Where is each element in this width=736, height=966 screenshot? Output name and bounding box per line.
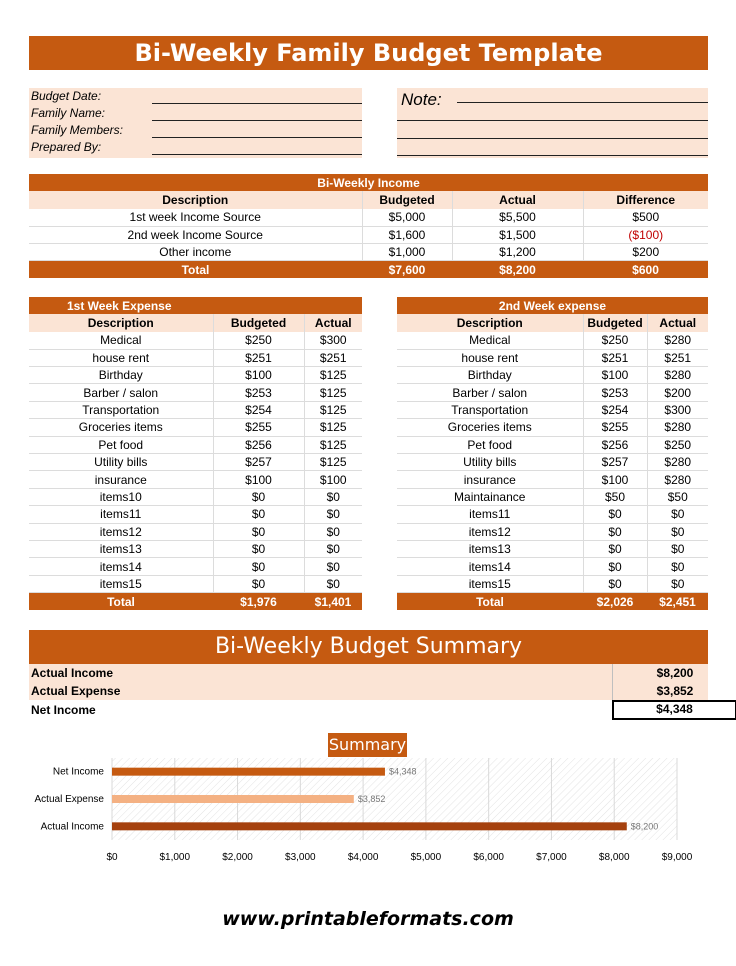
table-row [29,332,362,349]
expense-actual: $280 [647,454,708,471]
expense-actual: $300 [304,332,362,349]
expense-desc: Medical [397,332,583,349]
expense-desc: insurance [397,471,583,488]
footer-url[interactable]: www.printableformats.com [222,908,514,930]
table-row [29,436,362,453]
expense-desc: house rent [29,349,213,366]
expense-actual: $125 [304,454,362,471]
expense-desc: Groceries items [397,419,583,436]
expense-budgeted: $0 [583,540,647,557]
total-label: Total [29,261,362,278]
total-row [29,261,708,278]
table-row [29,454,362,471]
income-difference: $500 [583,209,708,226]
table-row [397,454,708,471]
column-header: Difference [583,191,708,208]
expense-budgeted: $100 [213,471,304,488]
column-header: Description [29,314,213,331]
expense-desc: items15 [397,575,583,592]
table-row [397,419,708,436]
actual-expense-value: $3,852 [612,682,736,700]
expense-desc: Maintainance [397,488,583,505]
total-budgeted: $7,600 [362,261,452,278]
table-row [397,540,708,557]
table-row [29,419,362,436]
table-row [29,506,362,523]
table-row [29,367,362,384]
expense-desc: items15 [29,575,213,592]
expense-actual: $0 [647,523,708,540]
expense-actual: $250 [647,436,708,453]
expense-actual: $251 [304,349,362,366]
expense-desc: items10 [29,488,213,505]
x-tick-label: $5,000 [410,852,442,863]
total-budgeted: $1,976 [213,593,304,610]
expense-desc: Pet food [397,436,583,453]
table-row [397,506,708,523]
expense-budgeted: $0 [583,575,647,592]
expense-budgeted: $254 [583,401,647,418]
expense-desc: Groceries items [29,419,213,436]
expense-desc: Utility bills [397,454,583,471]
week1-expense-table [29,297,362,610]
x-tick-label: $1,000 [159,852,191,863]
week2-expense-table [397,297,708,610]
x-tick-label: $2,000 [222,852,253,863]
expense-budgeted: $251 [583,349,647,366]
prepared-by-field[interactable] [152,154,362,155]
expense-budgeted: $0 [583,558,647,575]
expense-desc: Birthday [397,367,583,384]
week2-band: 2nd Week expense [397,297,708,314]
expense-desc: Birthday [29,367,213,384]
bar [112,822,627,830]
expense-desc: Transportation [397,401,583,418]
expense-desc: items11 [29,506,213,523]
bar [112,795,354,803]
budget-date-field[interactable] [152,103,362,104]
expense-desc: items12 [397,523,583,540]
income-actual: $5,500 [452,209,583,226]
table-row [397,332,708,349]
note-section[interactable] [397,88,708,158]
income-actual: $1,500 [452,226,583,243]
actual-income-row [29,664,708,682]
income-difference: ($100) [583,226,708,243]
expense-actual: $0 [304,506,362,523]
table-row [29,401,362,418]
expense-budgeted: $255 [583,419,647,436]
expense-actual: $0 [647,558,708,575]
expense-budgeted: $0 [213,523,304,540]
column-header: Budgeted [362,191,452,208]
expense-desc: items13 [29,540,213,557]
prepared-by-label: Prepared By: [31,140,102,154]
net-income-label: Net Income [31,703,96,717]
note-line [457,102,708,103]
income-actual: $1,200 [452,244,583,261]
expense-budgeted: $50 [583,488,647,505]
expense-actual: $280 [647,332,708,349]
x-tick-label: $7,000 [536,852,567,863]
expense-actual: $251 [647,349,708,366]
x-tick-label: $9,000 [661,852,693,863]
expense-desc: Barber / salon [397,384,583,401]
table-row [29,226,708,243]
table-row [397,558,708,575]
table-row [29,540,362,557]
week1-band: 1st Week Expense [29,297,362,314]
table-row [29,384,362,401]
expense-desc: Medical [29,332,213,349]
expense-desc: Barber / salon [29,384,213,401]
expense-actual: $0 [647,540,708,557]
expense-budgeted: $254 [213,401,304,418]
total-row [29,593,362,610]
expense-desc: items14 [397,558,583,575]
expense-desc: items13 [397,540,583,557]
expense-desc: house rent [397,349,583,366]
table-row [29,471,362,488]
expense-budgeted: $0 [213,575,304,592]
bar [112,768,385,776]
total-budgeted: $2,026 [583,593,647,610]
expense-budgeted: $0 [213,540,304,557]
income-difference: $200 [583,244,708,261]
table-row [397,523,708,540]
x-tick-label: $8,000 [598,852,630,863]
table-row [397,401,708,418]
expense-budgeted: $0 [213,506,304,523]
income-budgeted: $1,000 [362,244,452,261]
column-header: Actual [304,314,362,331]
total-label: Total [397,593,583,610]
expense-desc: Pet food [29,436,213,453]
total-difference: $600 [583,261,708,278]
actual-expense-row [29,682,708,700]
expense-actual: $0 [304,488,362,505]
expense-budgeted: $253 [583,384,647,401]
summary-title: Bi-Weekly Budget Summary [29,630,708,664]
y-category-label: Actual Expense [34,794,104,805]
expense-budgeted: $256 [583,436,647,453]
expense-actual: $280 [647,419,708,436]
total-actual: $8,200 [452,261,583,278]
y-category-label: Actual Income [40,821,104,833]
table-row [397,471,708,488]
income-desc: Other income [29,244,362,261]
table-row [29,244,708,261]
net-income-value: $4,348 [612,700,736,720]
income-desc: 2nd week Income Source [29,226,362,243]
expense-actual: $280 [647,367,708,384]
expense-budgeted: $0 [213,558,304,575]
actual-income-label: Actual Income [31,666,114,680]
expense-budgeted: $100 [213,367,304,384]
x-tick-label: $3,000 [285,852,316,863]
expense-actual: $125 [304,436,362,453]
total-actual: $1,401 [304,593,362,610]
table-row [397,436,708,453]
column-header: Budgeted [583,314,647,331]
x-tick-label: $4,000 [347,852,379,863]
note-label: Note: [401,90,442,109]
expense-actual: $300 [647,401,708,418]
table-row [397,367,708,384]
income-table [29,174,708,278]
expense-actual: $0 [304,523,362,540]
expense-budgeted: $253 [213,384,304,401]
table-row [29,575,362,592]
expense-actual: $0 [647,575,708,592]
expense-actual: $280 [647,471,708,488]
expense-actual: $0 [304,540,362,557]
table-row [397,384,708,401]
expense-desc: items12 [29,523,213,540]
note-line [397,155,708,156]
data-label: $8,200 [630,821,659,832]
note-line [397,120,708,121]
table-row [29,349,362,366]
expense-actual: $200 [647,384,708,401]
note-line [397,138,708,139]
expense-actual: $125 [304,384,362,401]
expense-desc: Utility bills [29,454,213,471]
expense-actual: $125 [304,401,362,418]
expense-budgeted: $257 [583,454,647,471]
expense-actual: $125 [304,419,362,436]
net-income-row [29,700,708,720]
column-header: Description [29,191,362,208]
expense-budgeted: $250 [583,332,647,349]
expense-actual: $100 [304,471,362,488]
table-row [29,209,708,226]
column-header: Budgeted [213,314,304,331]
table-row [29,523,362,540]
total-actual: $2,451 [647,593,708,610]
income-budgeted: $1,600 [362,226,452,243]
expense-budgeted: $0 [213,488,304,505]
y-category-label: Net Income [52,766,104,778]
table-row [29,488,362,505]
expense-desc: insurance [29,471,213,488]
expense-budgeted: $0 [583,506,647,523]
expense-budgeted: $251 [213,349,304,366]
summary-chart [29,724,708,879]
expense-budgeted: $0 [583,523,647,540]
actual-expense-label: Actual Expense [31,684,121,698]
budget-info-section [29,88,362,158]
x-tick-label: $0 [106,852,118,863]
expense-actual: $0 [304,558,362,575]
family-members-field[interactable] [152,137,362,138]
page-title: Bi-Weekly Family Budget Template [29,36,708,70]
data-label: $3,852 [357,794,386,804]
expense-actual: $50 [647,488,708,505]
expense-actual: $125 [304,367,362,384]
x-tick-label: $6,000 [473,852,504,863]
expense-desc: Transportation [29,401,213,418]
actual-income-value: $8,200 [612,664,736,682]
table-row [29,558,362,575]
expense-budgeted: $100 [583,471,647,488]
table-row [397,488,708,505]
expense-desc: items14 [29,558,213,575]
expense-actual: $0 [304,575,362,592]
income-band: Bi-Weekly Income [29,174,708,191]
expense-budgeted: $257 [213,454,304,471]
expense-budgeted: $256 [213,436,304,453]
expense-budgeted: $255 [213,419,304,436]
data-label: $4,348 [388,766,417,777]
total-row [397,593,708,610]
column-header: Actual [452,191,583,208]
chart-title: Summary [328,733,407,757]
family-name-field[interactable] [152,120,362,121]
budget-date-label: Budget Date: [31,89,102,103]
expense-actual: $0 [647,506,708,523]
table-row [397,575,708,592]
column-header: Description [397,314,583,331]
expense-budgeted: $250 [213,332,304,349]
income-desc: 1st week Income Source [29,209,362,226]
expense-budgeted: $100 [583,367,647,384]
table-row [397,349,708,366]
total-label: Total [29,593,213,610]
income-budgeted: $5,000 [362,209,452,226]
expense-desc: items11 [397,506,583,523]
family-members-label: Family Members: [31,123,124,137]
column-header: Actual [647,314,708,331]
family-name-label: Family Name: [31,106,106,120]
